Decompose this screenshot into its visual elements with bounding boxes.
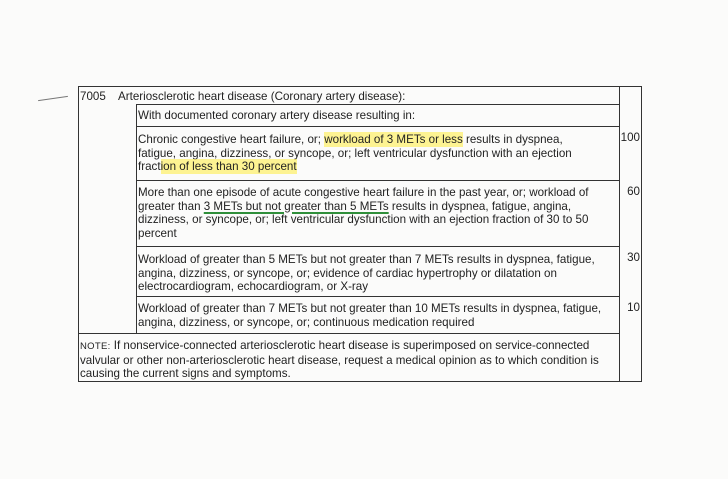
criteria-line: fraction of less than 30 percent bbox=[138, 160, 297, 174]
criteria-text bbox=[138, 186, 589, 240]
diagnostic-code: 7005 bbox=[80, 90, 106, 103]
rating-value: 10 bbox=[627, 301, 640, 314]
criteria-row-30 bbox=[136, 246, 640, 297]
note-row bbox=[79, 333, 620, 382]
diagnostic-code-row bbox=[79, 90, 620, 104]
criteria-line: electrocardiogram, echocardiogram, or X-ray bbox=[138, 280, 369, 294]
subheading: With documented coronary artery disease resulting in: bbox=[138, 109, 416, 122]
subheading-row bbox=[136, 104, 620, 127]
criteria-line: More than one episode of acute congestive heart failure in the past year, or; workload of bbox=[138, 186, 589, 199]
criteria-line: dizziness, or syncope, or; left ventricular dysfunction with an ejection fraction of 30 to 50 bbox=[138, 213, 589, 227]
criteria-line: angina, dizziness, or syncope, or; continuous medication required bbox=[138, 315, 475, 329]
criteria-row-10 bbox=[136, 296, 640, 334]
rating-value: 60 bbox=[627, 185, 640, 198]
criteria-line: Workload of greater than 7 METs but not greater than 10 METs results in dyspnea, fatigue, bbox=[138, 302, 602, 315]
criteria-line: greater than 3 METs but not greater than 5 METs results in dyspnea, fatigue, angina, bbox=[138, 199, 572, 213]
criteria-text bbox=[138, 133, 572, 174]
condition-title: Arteriosclerotic heart disease (Coronary artery disease): bbox=[118, 90, 406, 103]
note-line: If nonservice-connected arteriosclerotic heart disease is superimposed on service-connected bbox=[110, 339, 590, 352]
criteria-line: Chronic congestive heart failure, or; workload of 3 METs or less results in dyspnea, bbox=[138, 133, 563, 146]
note-line: causing the current signs and symptoms. bbox=[80, 367, 291, 381]
highlight: ion of less than 30 percent bbox=[160, 160, 297, 174]
underline-emphasis: 3 METs but not greater than 5 METs bbox=[203, 199, 389, 213]
note-text bbox=[80, 339, 599, 381]
rating-value: 30 bbox=[627, 251, 640, 264]
criteria-line: angina, dizziness, or syncope, or; evidence of cardiac hypertrophy or dilatation on bbox=[138, 266, 557, 280]
criteria-row-60 bbox=[136, 180, 640, 247]
rating-table bbox=[78, 86, 642, 382]
criteria-text bbox=[138, 302, 601, 329]
criteria-text bbox=[138, 253, 595, 294]
criteria-line: percent bbox=[138, 226, 177, 240]
page-mark bbox=[38, 96, 68, 101]
criteria-row-100 bbox=[136, 126, 640, 181]
note-line: valvular or other non-arteriosclerotic heart disease, request a medical opinion as to which condition is bbox=[80, 353, 599, 367]
criteria-line: Workload of greater than 5 METs but not greater than 7 METs results in dyspnea, fatigue, bbox=[138, 253, 595, 266]
note-label: NOTE: bbox=[80, 341, 111, 352]
rating-value: 100 bbox=[620, 131, 640, 144]
highlight: workload of 3 METs or less bbox=[324, 133, 463, 146]
criteria-line: fatigue, angina, dizziness, or syncope, or; left ventricular dysfunction with an ejection bbox=[138, 146, 572, 160]
